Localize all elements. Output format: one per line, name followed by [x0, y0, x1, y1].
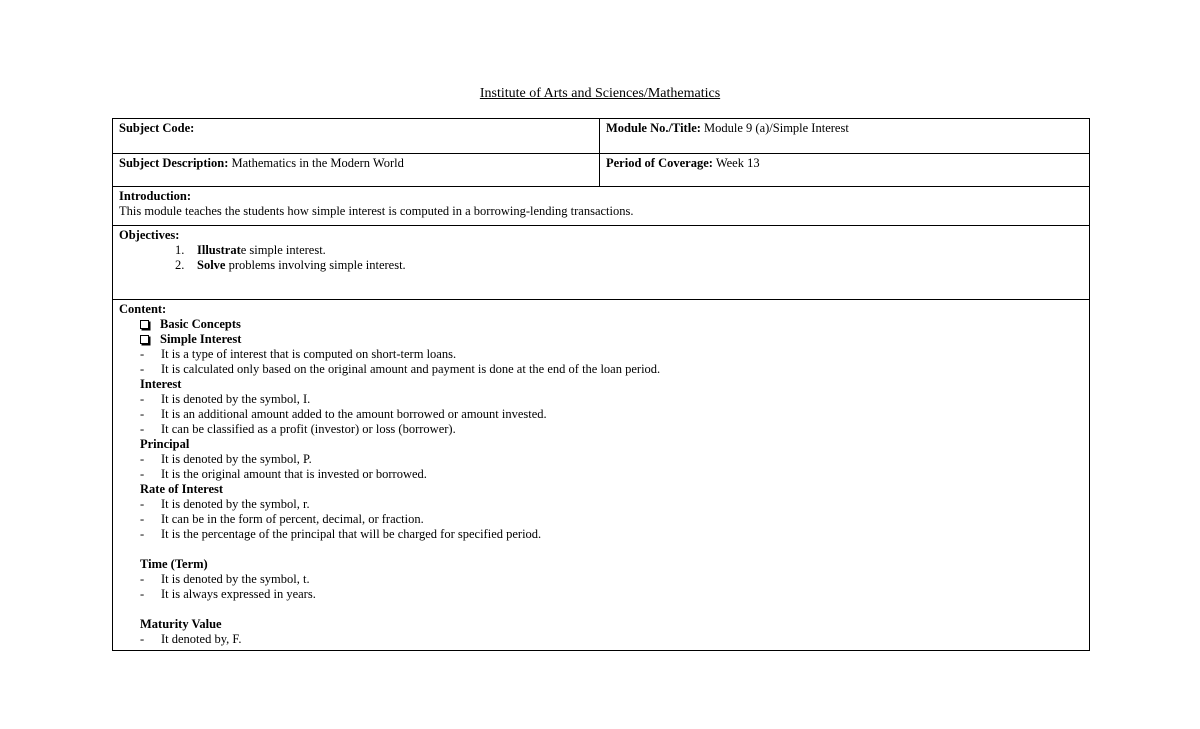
subject-code-label: Subject Code: — [119, 121, 195, 135]
bullet-item: - It can be in the form of percent, decimal, or fraction. — [140, 512, 424, 526]
bullet-item: - It is the percentage of the principal that will be charged for specified period. — [140, 527, 542, 541]
checkbox-icon — [140, 320, 149, 329]
maturity-heading: Maturity Value — [140, 617, 222, 631]
period-label: Period of Coverage: — [606, 156, 713, 170]
objective-item: 2. Solve problems involving simple interest. — [175, 258, 406, 272]
introduction-section — [113, 186, 1089, 225]
objective-item: 1. Illustrate simple interest. — [175, 243, 326, 257]
content-body — [119, 317, 1083, 647]
introduction-label: Introduction: — [119, 189, 192, 203]
document-title: Institute of Arts and Sciences/Mathematics — [479, 86, 721, 101]
interest-heading: Interest — [140, 377, 182, 391]
objectives-section — [113, 225, 1089, 299]
bullet-item: - It is denoted by the symbol, t. — [140, 572, 310, 586]
time-heading: Time (Term) — [140, 557, 208, 571]
principal-heading: Principal — [140, 437, 190, 451]
period-cell — [600, 154, 1089, 186]
bullet-item: - It is an additional amount added to the amount borrowed or amount invested. — [140, 407, 547, 421]
subject-code-cell — [113, 119, 600, 153]
module-value: Module 9 (a)/Simple Interest — [704, 121, 849, 135]
bullet-item: - It is calculated only based on the original amount and payment is done at the end of the loan period. — [140, 362, 661, 376]
header-row-2 — [113, 153, 1089, 186]
bullet-item: - It can be classified as a profit (investor) or loss (borrower). — [140, 422, 456, 436]
checklist-item: Simple Interest — [140, 332, 1083, 347]
content-label: Content: — [119, 302, 167, 316]
checklist-item: Basic Concepts — [140, 317, 1083, 332]
introduction-text: This module teaches the students how simple interest is computed in a borrowing-lending transactions. — [119, 204, 634, 218]
bullet-item: - It denoted by, F. — [140, 632, 242, 646]
content-section — [113, 299, 1089, 650]
bullet-item: - It is denoted by the symbol, r. — [140, 497, 310, 511]
module-table — [112, 118, 1090, 651]
bullet-item: - It is denoted by the symbol, I. — [140, 392, 311, 406]
rate-heading: Rate of Interest — [140, 482, 224, 496]
objectives-label: Objectives: — [119, 228, 180, 242]
header-row-1 — [113, 119, 1089, 153]
bullet-item: - It is denoted by the symbol, P. — [140, 452, 312, 466]
description-label: Subject Description: — [119, 156, 229, 170]
subject-description-cell — [113, 154, 600, 186]
description-value: Mathematics in the Modern World — [231, 156, 404, 170]
bullet-item: - It is the original amount that is invested or borrowed. — [140, 467, 427, 481]
period-value: Week 13 — [715, 156, 760, 170]
module-title-cell — [600, 119, 1089, 153]
checkbox-icon — [140, 335, 149, 344]
module-label: Module No./Title: — [606, 121, 701, 135]
bullet-item: - It is a type of interest that is computed on short-term loans. — [140, 347, 457, 361]
bullet-item: - It is always expressed in years. — [140, 587, 316, 601]
